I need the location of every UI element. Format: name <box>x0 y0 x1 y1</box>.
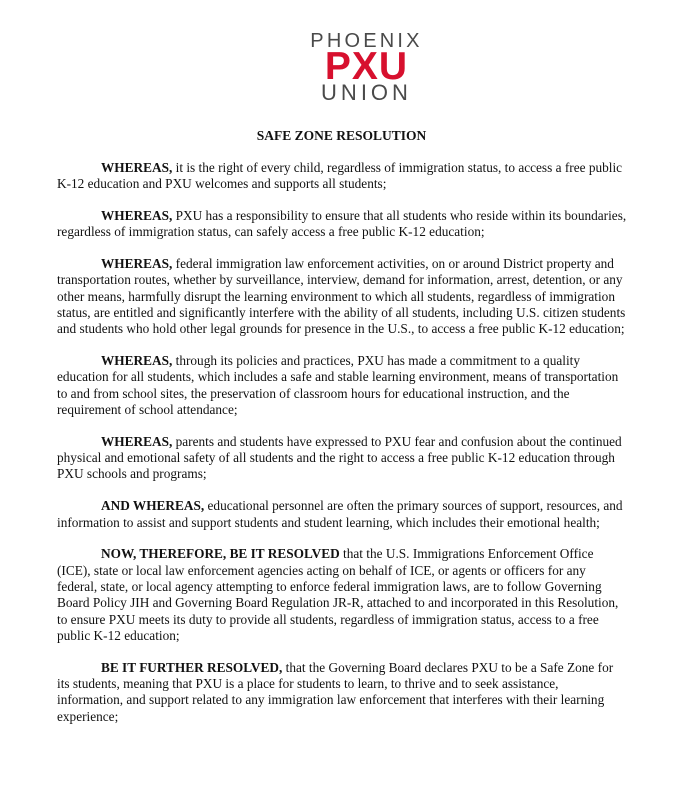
paragraph-and-whereas <box>57 498 627 531</box>
paragraph-lead: NOW, THEREFORE, BE IT RESOLVED <box>101 546 340 562</box>
logo-union-text: UNION <box>321 80 412 105</box>
paragraph-whereas-4 <box>57 353 627 418</box>
document-title: SAFE ZONE RESOLUTION <box>256 128 427 143</box>
paragraph-resolved <box>57 546 627 644</box>
paragraph-text: it is the right of every child, regardless of immigration status, to access a free public K-12 education and PXU welcomes and supports all students; <box>57 160 623 192</box>
paragraph-lead: BE IT FURTHER RESOLVED, <box>101 659 283 675</box>
document-body <box>57 160 627 740</box>
paragraph-whereas-1 <box>57 160 627 193</box>
paragraph-text: educational personnel are often the primary sources of support, resources, and information to assist and support students and student learning, which includes their emotional health; <box>57 498 623 530</box>
paragraph-text: that the Governing Board declares PXU to be a Safe Zone for its students, meaning that PXU is a place for students to learn, to thrive and to seek assistance, information, and support related to any immigration law enforcement that interferes with their learning experience; <box>57 659 614 724</box>
logo-phoenix-text: PHOENIX <box>310 30 423 52</box>
paragraph-whereas-3 <box>57 256 627 337</box>
paragraph-text: that the U.S. Immigrations Enforcement Office (ICE), state or local law enforcement agencies acting on behalf of ICE, or agents or officers for any federal, state, or local agency attempting to enforce federal immigration laws, are to follow Governing Board Policy JIH and Governing Board Regulation JR-R, attached to and incorporated in this Resolution, to ensure PXU meets its duty to provide all students, regardless of immigration status, access to a free public K-12 education; <box>57 546 619 643</box>
paragraph-lead: WHEREAS, <box>101 256 173 272</box>
paragraph-text: through its policies and practices, PXU has made a commitment to a quality education for all students, which includes a safe and stable learning environment, means of transportation to and from school sites, the preservation of classroom hours for educational instruction, and the requirement of school attendance; <box>57 353 619 418</box>
paragraph-text: parents and students have expressed to PXU fear and confusion about the continued physical and emotional safety of all students and the right to access a free public K-12 education through PXU schools and programs; <box>57 433 622 482</box>
paragraph-whereas-5 <box>57 434 627 483</box>
paragraph-lead: WHEREAS, <box>101 353 173 369</box>
paragraph-whereas-2 <box>57 208 627 241</box>
paragraph-further-resolved <box>57 660 627 725</box>
paragraph-lead: WHEREAS, <box>101 160 173 175</box>
logo-pxu-text: PXU <box>324 45 409 88</box>
paragraph-lead: WHEREAS, <box>101 208 173 224</box>
paragraph-text: PXU has a responsibility to ensure that all students who reside within its boundaries, regardless of immigration status, can safely access a free public K-12 education; <box>57 208 627 240</box>
paragraph-lead: WHEREAS, <box>101 433 173 449</box>
paragraph-lead: AND WHEREAS, <box>101 498 205 514</box>
paragraph-text: federal immigration law enforcement activities, on or around District property and transportation routes, whether by surveillance, interview, demand for information, arrest, detention, or any other means, harmfully disrupt the learning environment to which all students, regardless of immigration status, are entitled and significantly interfere with the ability of all students, including U.S. citizen students and students who hold other legal grounds for presence in the U.S., to access a free public K-12 education; <box>57 256 626 337</box>
